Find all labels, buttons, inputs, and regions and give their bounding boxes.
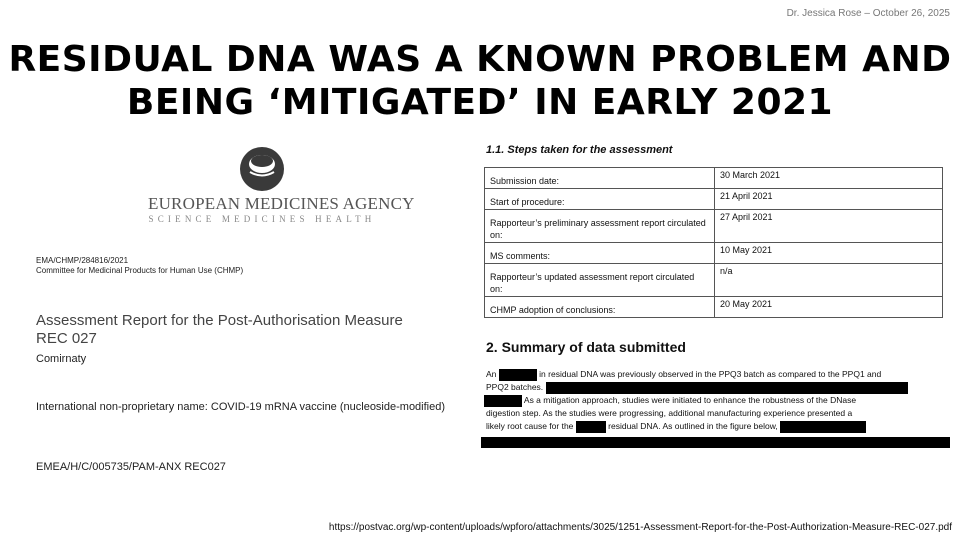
redaction-block: [780, 421, 866, 433]
row-label: Submission date:: [485, 168, 715, 189]
document-reference: [36, 256, 243, 276]
row-value: 21 April 2021: [715, 189, 943, 210]
row-label: Rapporteur’s preliminary assessment report circulated on:: [485, 210, 715, 243]
ema-emblem-icon: [239, 146, 285, 192]
ema-name: EUROPEAN MEDICINES AGENCY: [148, 194, 415, 213]
redaction-block: [546, 382, 908, 394]
row-label: Rapporteur’s updated assessment report circulated on:: [485, 264, 715, 297]
redaction-bar: [481, 437, 950, 448]
headline-line-2: BEING ‘MITIGATED’ IN EARLY 2021: [126, 82, 834, 123]
summary-line-5: likely root cause for the residual DNA. As outlined in the figure below,: [486, 420, 942, 433]
inn-text: International non-proprietary name: COVID-19 mRNA vaccine (nucleoside-modified): [36, 401, 446, 413]
redaction-block: [499, 369, 537, 381]
source-url[interactable]: https://postvac.org/wp-content/uploads/wpforo/attachments/3025/1251-Assessment-Report-for-the-Post-Authorization-Measure-REC-027.pdf: [328, 522, 952, 533]
document-ref-number: EMA/CHMP/284816/2021: [36, 256, 129, 265]
row-value: n/a: [715, 264, 943, 297]
table-row: [485, 168, 943, 189]
row-label: Start of procedure:: [485, 189, 715, 210]
summary-line-3: As a mitigation approach, studies were initiated to enhance the robustness of the DNase: [484, 394, 942, 407]
ema-logo: [148, 146, 415, 224]
steps-heading: 1.1. Steps taken for the assessment: [486, 144, 673, 156]
summary-text: [486, 368, 942, 433]
row-value: 27 April 2021: [715, 210, 943, 243]
row-value: 30 March 2021: [715, 168, 943, 189]
redaction-block: [484, 395, 522, 407]
table-row: [485, 243, 943, 264]
ema-tagline: SCIENCE MEDICINES HEALTH: [148, 214, 376, 224]
headline-line-1: RESIDUAL DNA WAS A KNOWN PROBLEM AND: [8, 39, 952, 80]
redaction-block: [576, 421, 606, 433]
table-row: [485, 297, 943, 318]
author-date-byline: Dr. Jessica Rose – October 26, 2025: [786, 8, 950, 19]
procedure-number: EMEA/H/C/005735/PAM-ANX REC027: [36, 461, 226, 473]
steps-table: [484, 167, 943, 318]
row-value: 10 May 2021: [715, 243, 943, 264]
table-row: [485, 210, 943, 243]
table-row: [485, 264, 943, 297]
summary-heading: 2. Summary of data submitted: [486, 339, 686, 355]
report-title-line-2: REC 027: [36, 330, 97, 347]
row-value: 20 May 2021: [715, 297, 943, 318]
committee-name: Committee for Medicinal Products for Human Use (CHMP): [36, 266, 244, 275]
table-row: [485, 189, 943, 210]
report-title-line-1: Assessment Report for the Post-Authorisation Measure: [36, 312, 403, 329]
report-title: [36, 312, 476, 348]
row-label: CHMP adoption of conclusions:: [485, 297, 715, 318]
product-name: Comirnaty: [36, 353, 87, 365]
row-label: MS comments:: [485, 243, 715, 264]
slide-headline: [0, 38, 960, 124]
summary-line-2: PPQ2 batches.: [486, 381, 942, 394]
summary-line-4: digestion step. As the studies were progressing, additional manufacturing experience presented a: [486, 408, 853, 418]
summary-line-1: An in residual DNA was previously observed in the PPQ3 batch as compared to the PPQ1 and: [486, 369, 882, 379]
